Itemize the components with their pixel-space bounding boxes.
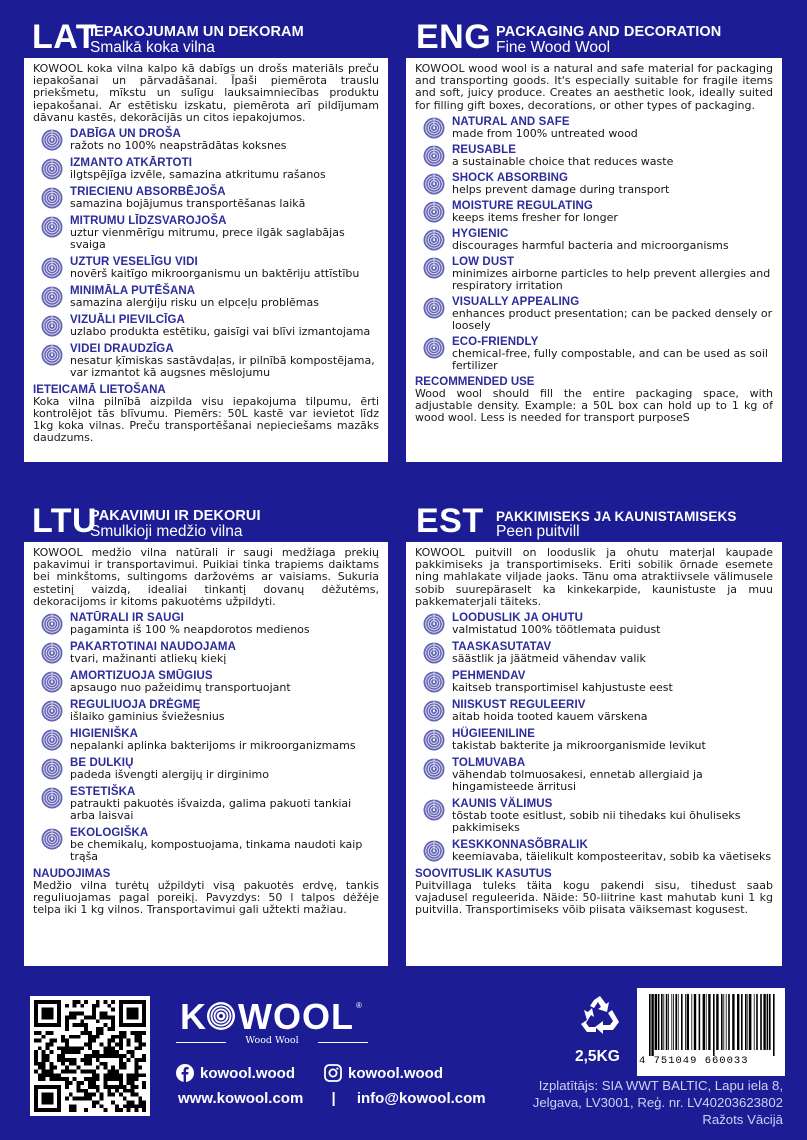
recommended-use-title: RECOMMENDED USE [415, 375, 535, 388]
section-subtitle: Smalkā koka vilna [90, 39, 215, 56]
logo-line-right [318, 1042, 368, 1043]
feature-item [33, 343, 379, 379]
feature-title: NATŪRALI IR SAUGI [70, 612, 184, 625]
feature-item [33, 728, 379, 752]
feature-description: novērš kaitīgo mikroorganismu un baktēriju attīstību [70, 267, 360, 281]
wood-ring-icon [41, 787, 63, 809]
feature-description: patraukti pakuotės išvaizda, galima pakuoti tankiai arba laisvai [70, 797, 352, 823]
wood-ring-icon [41, 158, 63, 180]
wood-ring-icon [423, 297, 445, 319]
wood-ring-icon [41, 613, 63, 635]
instagram-icon [324, 1064, 342, 1082]
section-title: IEPAKOJUMAM UN DEKORAM [90, 24, 304, 40]
publisher-line: Ražots Vācijā [702, 1112, 783, 1127]
feature-item [33, 285, 379, 309]
feature-title: HIGIENIŠKA [70, 728, 139, 741]
feature-title: REUSABLE [452, 143, 517, 156]
wood-ring-icon [423, 201, 445, 223]
feature-item [33, 128, 379, 152]
feature-title: PAKARTOTINAI NAUDOJAMA [70, 641, 236, 654]
intro-text: KOWOOL wood wool is a natural and safe material for packaging and transporting goods. It's especially suitable for fragile items and soft, juicy produce. Creates an aesthetic look, ideally suited for filling gift boxes, decorations, or other types of packaging. [415, 62, 773, 112]
section-subtitle: Peen puitvill [496, 523, 580, 540]
feature-description: išlaiko gaminius šviežesnius [70, 710, 225, 724]
content-panel [406, 542, 782, 966]
section-lat [0, 0, 388, 462]
feature-description: uzlabo produkta estētiku, gaisīgi vai blīvi izmantojama [70, 325, 371, 339]
section-est [406, 484, 794, 966]
feature-title: IZMANTO ATKĀRTOTI [70, 157, 193, 170]
feature-description: discourages harmful bacteria and microorganisms [452, 238, 729, 252]
feature-title: AMORTIZUOJA SMŪGIUS [70, 670, 213, 683]
feature-description: tvari, mažinanti atliekų kiekį [70, 652, 227, 666]
feature-title: HÜGIEENILINE [452, 728, 535, 741]
feature-item [415, 336, 773, 372]
feature-item [33, 699, 379, 723]
feature-title: NIISKUST REGULEERIV [452, 699, 586, 712]
wood-ring-icon [41, 671, 63, 693]
feature-title: ESTETIŠKA [70, 786, 136, 799]
facebook-icon [176, 1064, 194, 1082]
section-title: PAKKIMISEKS JA KAUNISTAMISEKS [496, 509, 737, 524]
recommended-use-title: NAUDOJIMAS [33, 868, 111, 881]
feature-description: keemiavaba, täielikult komposteeritav, sobib ka väetiseks [452, 850, 772, 864]
recycle-icon [579, 994, 621, 1036]
feature-item [415, 641, 773, 665]
wood-ring-icon [423, 337, 445, 359]
feature-item [33, 215, 379, 251]
wood-ring-icon [423, 840, 445, 862]
feature-title: ECO-FRIENDLY [452, 335, 539, 348]
feature-item [33, 612, 379, 636]
feature-item [33, 827, 379, 863]
feature-title: TOLMUVABA [452, 757, 526, 770]
feature-description: pagaminta iš 100 % neapdorotos medienos [70, 623, 310, 637]
wood-ring-icon [423, 145, 445, 167]
feature-description: enhances product presentation; can be packed densely or loosely [452, 306, 773, 332]
section-header [406, 0, 794, 58]
feature-title: EKOLOGIŠKA [70, 827, 149, 840]
feature-list [33, 128, 379, 379]
feature-description: ražots no 100% neapstrādātas koksnes [70, 139, 287, 153]
section-ltu [0, 484, 388, 966]
feature-title: NATURAL AND SAFE [452, 115, 570, 128]
barcode [637, 988, 785, 1076]
feature-title: UZTUR VESELĪGU VIDI [70, 256, 198, 269]
feature-description: helps prevent damage during transport [452, 182, 670, 196]
feature-title: VIZUĀLI PIEVILCĪGA [70, 314, 185, 327]
contact-links [178, 1090, 486, 1107]
intro-text: KOWOOL puitvill on looduslik ja ohutu materjal kaupade pakkimiseks ja transportimiseks. Eriti sobilik õrnade esemete ning mahlakate viljade jaoks. Tänu oma atraktiivsele välimusele sobib suurepäraselt ka kinkekarpide, kaunistuste ja muu pakkematerjali täiteks. [415, 546, 773, 608]
feature-description: valmistatud 100% töötlemata puidust [452, 623, 661, 637]
logo-subtitle: Wood Wool [245, 1035, 299, 1046]
feature-description: a sustainable choice that reduces waste [452, 154, 674, 168]
feature-title: DABĪGA UN DROŠA [70, 128, 181, 141]
content-panel [24, 542, 388, 966]
feature-title: MOISTURE REGULATING [452, 199, 593, 212]
intro-text: KOWOOL medžio vilna natūrali ir saugi medžiaga prekių pakavimui ir transportavimui. Puikiai tinka trapiems daiktams bei minkštoms, sultingoms daržovėms ar vaisiams. Sukuria estetinį vaizdą, idealiai tinkantį dovanų dėžutėms, dekoracijoms ir kitoms pakuotėms užpildyti. [33, 546, 379, 608]
feature-description: samazina bojājumus transportēšanas laikā [70, 197, 306, 211]
section-header [406, 484, 794, 542]
feature-title: REGULIUOJA DRĖGMĘ [70, 699, 201, 712]
footer [0, 980, 807, 1140]
wood-ring-icon [41, 187, 63, 209]
feature-description: samazina alerģiju risku un elpceļu problēmas [70, 296, 319, 310]
feature-item [33, 641, 379, 665]
recommended-use-title: SOOVITUSLIK KASUTUS [415, 868, 552, 881]
feature-description: säästlik ja jäätmeid vähendav valik [452, 652, 646, 666]
feature-description: minimizes airborne particles to help prevent allergies and respiratory irritation [452, 266, 771, 292]
feature-item [415, 798, 773, 834]
product-weight: 2,5KG [575, 1048, 620, 1065]
section-title: PACKAGING AND DECORATION [496, 24, 722, 40]
language-code: EST [416, 502, 484, 540]
feature-description: apsaugo nuo pažeidimų transportuojant [70, 681, 291, 695]
language-code: LTU [32, 502, 98, 540]
feature-title: MITRUMU LĪDZSVAROJOŠA [70, 215, 227, 228]
feature-title: LOW DUST [452, 255, 515, 268]
publisher-line: Jelgava, LV3001, Reģ. nr. LV40203623802 [532, 1095, 783, 1110]
recommended-use-text: Koka vilna pilnībā aizpilda visu iepakojuma tilpumu, ērti kontrolējot tās blīvumu. Piemērs: 50L kastē var ievietot līdz 1kg koka vilnas. Preču transportēšanai nepieciešams mazāks daudzums. [33, 395, 379, 445]
feature-title: SHOCK ABSORBING [452, 171, 569, 184]
website-link[interactable]: www.kowool.com [178, 1090, 304, 1107]
feature-title: VISUALLY APPEALING [452, 295, 580, 308]
feature-description: uztur vienmērīgu mitrumu, prece ilgāk saglabājas svaiga [70, 226, 345, 252]
feature-item [415, 728, 773, 752]
feature-description: takistab bakterite ja mikroorganismide levikut [452, 739, 706, 753]
wood-ring-icon [41, 315, 63, 337]
feature-item [33, 186, 379, 210]
feature-description: kaitseb transportimisel kahjustuste eest [452, 681, 673, 695]
feature-list [33, 612, 379, 863]
language-code: LAT [32, 18, 98, 56]
content-panel [24, 58, 388, 462]
wood-ring-icon [41, 257, 63, 279]
feature-description: padeda išvengti alergijų ir dirginimo [70, 768, 269, 782]
feature-item [415, 144, 773, 168]
language-code: ENG [416, 18, 492, 56]
wood-ring-icon [423, 799, 445, 821]
recommended-use-text: Wood wool should fill the entire packaging space, with adjustable density. Example: a 50L box can hold up to 1 kg of wood wool. Less is needed for transport purposeS [415, 386, 773, 424]
feature-title: BE DULKIŲ [70, 757, 134, 770]
recommended-use-text: Medžio vilna turėtų užpildyti visą pakuotės erdvę, tankis reguliuojamas pagal poreikį. Pavyzdys: 50 l talpos dėžėje telpa iki 1 kg vilnos. Transportavimui gali užtekti mažiau. [33, 879, 379, 917]
intro-text: KOWOOL koka vilna kalpo kā dabīgs un drošs materiāls preču iepakošanai un pārvadāšanai. Īpaši piemērota trauslu priekšmetu, mīkstu un sulīgu lauksaimniecības produktu iepakošanai. Ar estētisku izskatu, piemērota arī pildījumam dāvanu kastēs, dekorācijās un citos iepakojumos. [33, 62, 379, 124]
wood-ring-icon [41, 729, 63, 751]
feature-list [415, 612, 773, 863]
wood-ring-icon [423, 229, 445, 251]
publisher-line: Izplatītājs: SIA WWT BALTIC, Lapu iela 8, [538, 1078, 783, 1093]
svg-text:®: ® [356, 1001, 362, 1010]
wood-ring-icon [423, 117, 445, 139]
publisher-info [533, 1077, 783, 1128]
feature-item [415, 612, 773, 636]
kowool-logo [178, 996, 372, 1036]
wood-ring-icon [423, 758, 445, 780]
feature-item [415, 172, 773, 196]
section-header [0, 0, 388, 58]
feature-item [33, 786, 379, 822]
wood-ring-icon [41, 344, 63, 366]
wood-ring-icon [423, 642, 445, 664]
wood-ring-icon [423, 613, 445, 635]
email-link[interactable]: info@kowool.com [356, 1090, 486, 1107]
feature-description: keeps items fresher for longer [452, 210, 618, 224]
feature-list [415, 116, 773, 372]
section-subtitle: Smulkioji medžio vilna [90, 523, 243, 540]
feature-title: TAASKASUTATAV [452, 641, 552, 654]
section-subtitle: Fine Wood Wool [496, 39, 611, 56]
wood-ring-icon [41, 758, 63, 780]
instagram-handle: kowool.wood [348, 1064, 443, 1082]
feature-description: tõstab toote esitlust, sobib nii tihedaks kui õhuliseks pakkimiseks [452, 809, 741, 835]
feature-item [415, 200, 773, 224]
recommended-use-text: Puitvillaga tuleks täita kogu pakendi sisu, tihedust saab vajadusel reguleerida. Näide: 50-liitrine kast mahutab kuni 1 kg puitvilla. Transportimiseks võib piisata väiksemast kogusest. [415, 879, 773, 917]
wood-ring-icon [41, 700, 63, 722]
facebook-handle: kowool.wood [200, 1064, 295, 1082]
feature-item [415, 256, 773, 292]
feature-description: chemical-free, fully compostable, and can be used as soil fertilizer [452, 346, 768, 372]
feature-item [415, 670, 773, 694]
feature-title: KESKKONNASÕBRALIK [452, 839, 588, 852]
section-title: PAKAVIMUI IR DEKORUI [90, 508, 261, 524]
feature-item [415, 296, 773, 332]
feature-item [33, 314, 379, 338]
feature-item [415, 757, 773, 793]
feature-title: LOODUSLIK JA OHUTU [452, 612, 584, 625]
svg-text:K: K [180, 996, 207, 1036]
feature-item [33, 670, 379, 694]
feature-description: ilgtspējīga izvēle, samazina atkritumu rašanos [70, 168, 326, 182]
section-eng [406, 0, 794, 462]
feature-item [415, 228, 773, 252]
feature-title: KAUNIS VÄLIMUS [452, 798, 553, 811]
wood-ring-icon [41, 286, 63, 308]
recommended-use-title: IETEICAMĀ LIETOŠANA [33, 384, 166, 397]
wood-ring-icon [423, 671, 445, 693]
wood-ring-icon [423, 173, 445, 195]
section-header [0, 484, 388, 542]
feature-description: made from 100% untreated wood [452, 126, 638, 140]
feature-title: PEHMENDAV [452, 670, 526, 683]
feature-description: be chemikalų, kompostuojama, tinkama naudoti kaip trąša [70, 838, 363, 864]
wood-ring-icon [41, 129, 63, 151]
link-separator: | [331, 1090, 336, 1107]
instagram-link[interactable] [324, 1064, 443, 1082]
svg-text:WOOL: WOOL [238, 996, 354, 1036]
wood-ring-icon [41, 828, 63, 850]
content-panel [406, 58, 782, 462]
feature-title: TRIECIENU ABSORBĒJOŠA [70, 186, 226, 199]
feature-description: nesatur ķīmiskas sastāvdaļas, ir pilnībā kompostējama, var izmantot kā augsnes mēslojumu [70, 354, 375, 380]
wood-ring-icon [423, 729, 445, 751]
wood-ring-icon [41, 216, 63, 238]
feature-description: nepalanki aplinka bakterijoms ir mikroorganizmams [70, 739, 356, 753]
feature-item [415, 116, 773, 140]
feature-title: MINIMĀLA PUTĒŠANA [70, 285, 196, 298]
feature-description: aitab hoida tooted kauem värskena [452, 710, 648, 724]
feature-description: vähendab tolmuosakesi, ennetab allergiaid ja hingamisteede ärritusi [452, 768, 703, 794]
qr-code[interactable] [30, 996, 150, 1116]
wood-ring-icon [41, 642, 63, 664]
feature-title: HYGIENIC [452, 227, 509, 240]
feature-item [415, 839, 773, 863]
feature-item [33, 157, 379, 181]
feature-title: VIDEI DRAUDZĪGA [70, 343, 174, 356]
feature-item [415, 699, 773, 723]
feature-item [33, 256, 379, 280]
wood-ring-icon [423, 257, 445, 279]
barcode-number: 4 751049 660033 [639, 1055, 749, 1067]
facebook-link[interactable] [176, 1064, 295, 1082]
wood-ring-icon [423, 700, 445, 722]
feature-item [33, 757, 379, 781]
